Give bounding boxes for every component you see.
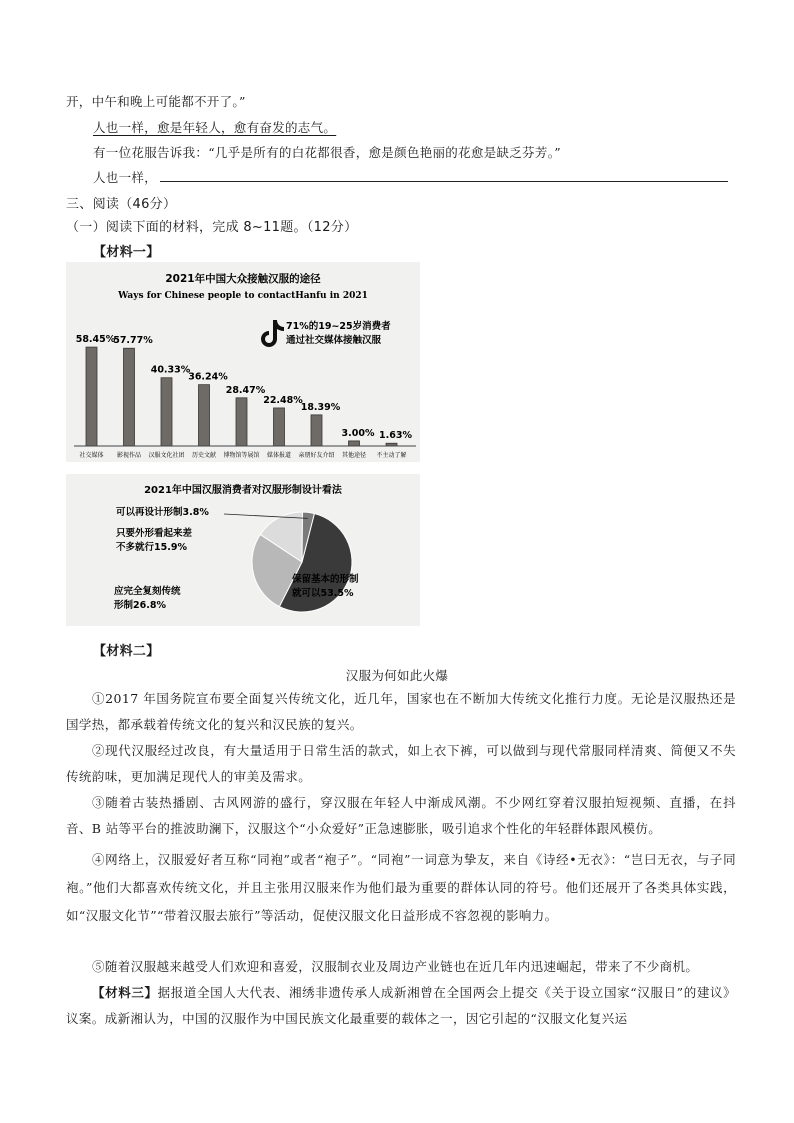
pie-label-2-0: 只要外形看起来差: [116, 528, 193, 539]
bar-value-label-1: 57.77%: [113, 335, 153, 347]
bar-7: [349, 441, 360, 446]
text-line: 开，中午和晚上可能都不开了。”: [66, 94, 246, 109]
bar-value-label-8: 1.63%: [379, 430, 412, 442]
bar-category-label-8: 不主动了解: [376, 452, 407, 459]
bar-5: [274, 408, 285, 446]
text-line: 有一位花服告诉我：“几乎是所有的白花都很香，愈是颜色艳丽的花愈是缺乏芬芳。”: [93, 145, 561, 160]
bar-category-label-7: 其他途径: [341, 452, 367, 459]
bar-value-label-6: 18.39%: [300, 401, 341, 413]
paragraph-5: ⑤随着汉服越来越受人们欢迎和喜爱，汉服制衣业及周边产业链也在近几年内迅速崛起，带来了不少商机。: [92, 959, 699, 974]
bar-category-label-2: 汉服文化社团: [148, 452, 185, 459]
material-two-label: 【材料二】: [93, 644, 160, 659]
question-instruction: （一）阅读下面的材料，完成 8~11题。（12分）: [66, 220, 358, 235]
bar-value-label-2: 40.33%: [150, 364, 191, 376]
bar-1: [124, 348, 135, 446]
section-heading: 三、阅读（46分）: [66, 197, 177, 212]
bar-category-label-4: 博物馆等展馆: [223, 452, 260, 459]
bar-category-label-3: 历史文献: [191, 452, 217, 459]
bar-value-label-3: 36.24%: [188, 371, 228, 383]
pie-chart-panel: [66, 474, 420, 626]
bar-6: [311, 415, 322, 446]
bar-category-label-1: 影视作品: [116, 452, 142, 459]
pie-label-1-0: 应完全复刻传统: [114, 586, 181, 597]
annotation-line-1: 71%的19~25岁消费者: [286, 321, 391, 332]
bar-0: [86, 347, 97, 446]
pie-label-2-1: 不多就行15.9%: [116, 542, 187, 553]
pie-chart-title: 2021年中国汉服消费者对汉服形制设计看法: [144, 485, 342, 496]
bar-chart-title: 2021年中国大众接触汉服的途径: [165, 273, 321, 285]
pie-chart: [66, 474, 420, 626]
bar-category-label-5: 媒体报道: [266, 452, 292, 459]
fill-in-prompt: 人也一样，: [93, 170, 158, 185]
paragraph-2: ②现代汉服经过改良，有大量适用于日常生活的款式，如上衣下裤，可以做到与现代常服同样清爽、简便又不失传统韵味，更加满足现代人的审美及需求。: [66, 743, 736, 784]
bar-value-label-7: 3.00%: [341, 427, 375, 439]
pie-label-1-1: 形制26.8%: [114, 600, 166, 611]
bar-chart: [66, 262, 420, 462]
underlined-sentence: 人也一样，愈是年轻人，愈有奋发的志气。: [93, 120, 337, 135]
paragraph-1: ①2017 年国务院宣布要全面复兴传统文化，近几年，国家也在不断加大传统文化推行力度。无论是汉服热还是国学热，都承载着传统文化的复兴和汉民族的复兴。: [66, 691, 736, 732]
bar-value-label-0: 58.45%: [75, 334, 116, 346]
bar-value-label-5: 22.48%: [263, 394, 303, 406]
paragraph-6: [66, 980, 736, 1032]
tiktok-logo-icon: [261, 320, 284, 347]
pie-label-0-1: 就可以53.5%: [292, 588, 354, 599]
bar-category-label-6: 亲朋好友介绍: [298, 452, 335, 459]
bar-chart-panel: [66, 262, 420, 462]
answer-blank-line[interactable]: [160, 181, 728, 182]
bar-category-label-0: 社交媒体: [79, 452, 104, 459]
annotation-line-2: 通过社交媒体接触汉服: [286, 335, 382, 346]
article-title: 汉服为何如此火爆: [345, 668, 449, 683]
bar-3: [199, 385, 210, 446]
paragraph-3: ③随着古装热播剧、古风网游的盛行，穿汉服在年轻人中渐成风潮。不少网红穿着汉服拍短视频、直播，在抖音、B 站等平台的推波助澜下，汉服这个“小众爱好”正急速膨胀，吸引追求个性化的年轻群体跟风模仿。: [66, 795, 736, 836]
bar-4: [236, 398, 247, 446]
paragraph-6-text: 据报道全国人大代表、湘绣非遗传承人成新湘曾在全国两会上提交《关于设立国家“汉服日”的建议》议案。成新湘认为，中国的汉服作为中国民族文化最重要的载体之一，因它引起的“汉服文化复兴运: [66, 985, 736, 1026]
bar-2: [161, 378, 172, 446]
bar-chart-subtitle: Ways for Chinese people to contactHanfu in 2021: [118, 291, 368, 301]
pie-label-0-0: 保留基本的形制: [292, 574, 359, 585]
bar-value-label-4: 28.47%: [225, 384, 266, 396]
material-one-label: 【材料一】: [93, 245, 160, 260]
paragraph-4: ④网络上，汉服爱好者互称“同袍”或者“袍子”。“同袍”一词意为挚友，来自《诗经•无衣》：“岂曰无衣，与子同袍。”他们大都喜欢传统文化，并且主张用汉服来作为他们最为重要的群体认同的符号。他们还展开了各类具体实践，如“汉服文化节”“带着汉服去旅行”等活动，促使汉服文化日益形成不容忽视的影响力。: [66, 852, 736, 923]
material-three-label: 【材料三】: [92, 985, 158, 1000]
pie-label-3-0: 可以再设计形制3.8%: [116, 507, 209, 518]
